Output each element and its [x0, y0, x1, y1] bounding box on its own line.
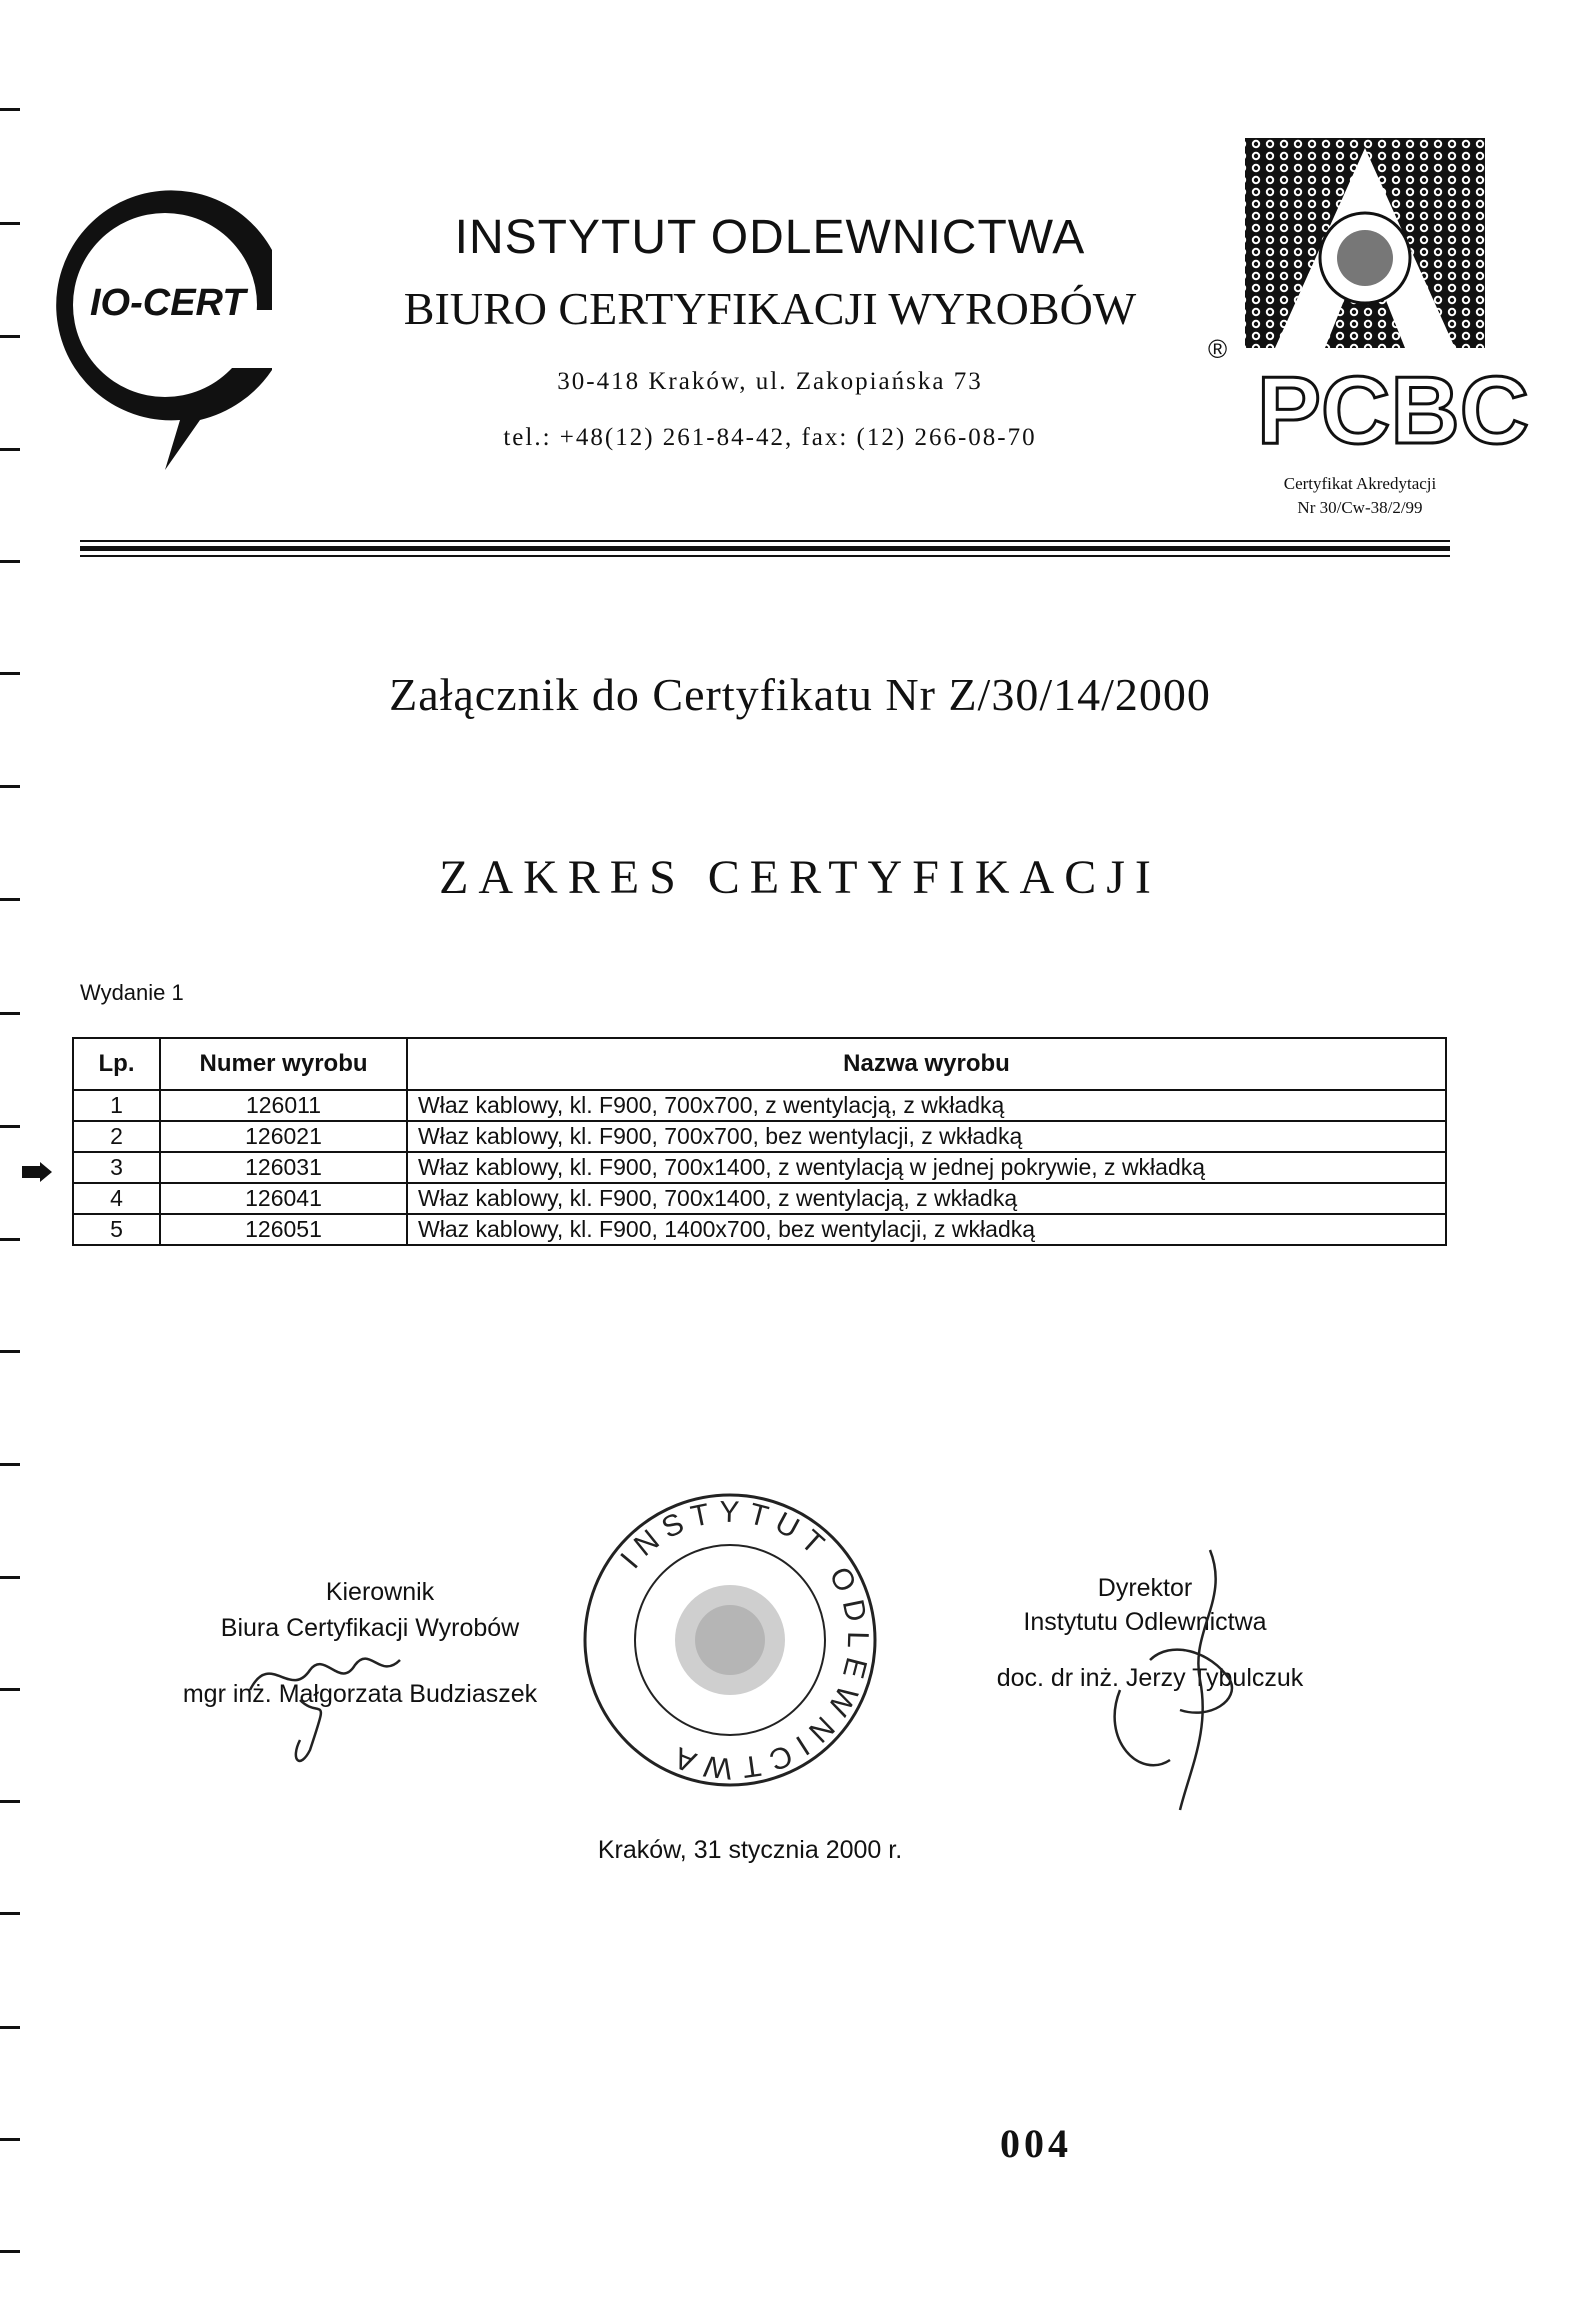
cell-name: Właz kablowy, kl. F900, 700x700, bez wentylacji, z wkładką — [407, 1121, 1446, 1152]
right-signatory-title: Dyrektor — [1097, 1574, 1193, 1602]
left-signatory-name: mgr inż. Małgorzata Budziaszek — [182, 1680, 538, 1708]
row-marker-arrow-icon — [22, 1162, 52, 1182]
header-name: Nazwa wyrobu — [407, 1038, 1446, 1090]
institute-stamp — [580, 1490, 880, 1790]
right-signatory-subtitle: Instytutu Odlewnictwa — [1023, 1608, 1267, 1636]
bureau-name: BIURO CERTYFIKACJI WYROBÓW — [403, 283, 1137, 334]
page-number: 004 — [1000, 2121, 1072, 2166]
right-signatory-name: doc. dr inż. Jerzy Tybulczuk — [996, 1664, 1304, 1692]
cell-number: 126031 — [160, 1152, 407, 1183]
table-header-row — [73, 1038, 1446, 1090]
cell-name: Właz kablowy, kl. F900, 700x700, z wentylacją, z wkładką — [407, 1090, 1446, 1121]
scope-title: ZAKRES CERTYFIKACJI — [439, 851, 1161, 904]
cell-lp: 1 — [73, 1090, 160, 1121]
edition-label: Wydanie 1 — [80, 980, 184, 1005]
left-signatory-subtitle: Biura Certyfikacji Wyrobów — [220, 1614, 520, 1642]
products-table — [72, 1037, 1447, 1246]
cell-number: 126041 — [160, 1183, 407, 1214]
cell-lp: 2 — [73, 1121, 160, 1152]
edge-mark — [0, 1125, 20, 1128]
io-cert-logo — [40, 170, 305, 480]
address: 30-418 Kraków, ul. Zakopiańska 73 — [557, 368, 983, 395]
annex-title: Załącznik do Certyfikatu Nr Z/30/14/2000 — [389, 669, 1211, 720]
table-row — [73, 1214, 1446, 1245]
registered-mark: ® — [1208, 334, 1228, 364]
cell-number: 126051 — [160, 1214, 407, 1245]
edge-mark — [0, 2026, 20, 2029]
place-date: Kraków, 31 stycznia 2000 r. — [597, 1836, 903, 1864]
edge-mark — [0, 1912, 20, 1915]
accreditation-line-2: Nr 30/Cw-38/2/99 — [1297, 498, 1423, 517]
edge-mark — [0, 1463, 20, 1466]
edge-mark — [0, 335, 20, 338]
edge-mark — [0, 1012, 20, 1015]
edge-mark — [0, 1350, 20, 1353]
pcbc-logo-text: PCBC — [1257, 357, 1530, 464]
institute-name: INSTYTUT ODLEWNICTWA — [454, 211, 1086, 264]
table-row — [73, 1183, 1446, 1214]
edge-mark — [0, 898, 20, 901]
io-cert-logo-text: IO-CERT — [90, 282, 246, 324]
edge-mark — [0, 2138, 20, 2141]
cell-lp: 3 — [73, 1152, 160, 1183]
table-row — [73, 1090, 1446, 1121]
right-handwritten-signature — [1060, 1540, 1290, 1820]
edge-mark — [0, 448, 20, 451]
edge-mark — [0, 108, 20, 111]
pcbc-logo — [1235, 138, 1530, 468]
cell-lp: 4 — [73, 1183, 160, 1214]
edge-mark — [0, 785, 20, 788]
header-lp: Lp. — [73, 1038, 160, 1090]
accreditation-line-1: Certyfikat Akredytacji — [1283, 474, 1437, 493]
edge-mark — [0, 672, 20, 675]
cell-name: Właz kablowy, kl. F900, 700x1400, z wentylacją, z wkładką — [407, 1183, 1446, 1214]
edge-mark — [0, 1688, 20, 1691]
edge-mark — [0, 222, 20, 225]
left-signatory-title: Kierownik — [325, 1578, 435, 1606]
header-number: Numer wyrobu — [160, 1038, 407, 1090]
cell-lp: 5 — [73, 1214, 160, 1245]
left-handwritten-signature — [230, 1630, 440, 1780]
cell-name: Właz kablowy, kl. F900, 700x1400, z wentylacją w jednej pokrywie, z wkładką — [407, 1152, 1446, 1183]
edge-mark — [0, 1576, 20, 1579]
edge-mark — [0, 1800, 20, 1803]
header-rule — [80, 555, 1450, 557]
cell-number: 126021 — [160, 1121, 407, 1152]
phone-fax: tel.: +48(12) 261-84-42, fax: (12) 266-08-70 — [503, 424, 1037, 451]
cell-name: Właz kablowy, kl. F900, 1400x700, bez wentylacji, z wkładką — [407, 1214, 1446, 1245]
cell-number: 126011 — [160, 1090, 407, 1121]
stamp-text: INSTYTUT ODLEWNICTWA — [614, 1495, 875, 1786]
header-rule — [80, 546, 1450, 551]
header-rule — [80, 540, 1450, 542]
table-row — [73, 1152, 1446, 1183]
edge-mark — [0, 560, 20, 563]
edge-mark — [0, 1238, 20, 1241]
edge-mark — [0, 2250, 20, 2253]
table-row — [73, 1121, 1446, 1152]
